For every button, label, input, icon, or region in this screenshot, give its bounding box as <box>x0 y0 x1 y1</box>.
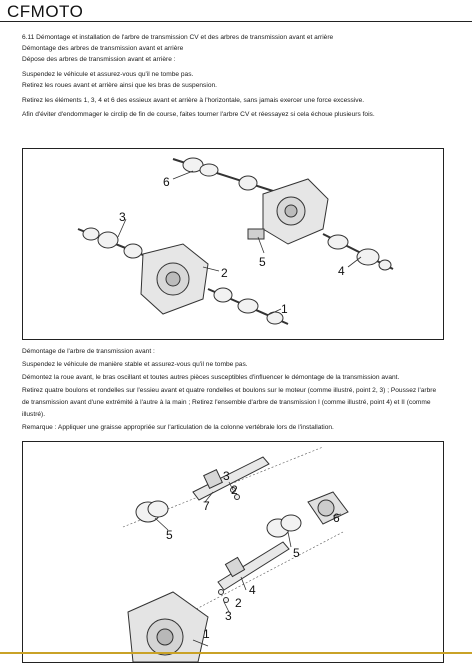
brand-logo: CFMOTO <box>7 2 84 21</box>
section1-line-6: Retirez les éléments 1, 3, 4 et 6 des essieux avant et arrière à l'horizontale, sans jamais exercer une force excessive. <box>22 97 365 104</box>
callout-7: 7 <box>203 499 210 513</box>
callout-2: 2 <box>221 266 228 280</box>
figure-front-prop-shaft <box>22 441 444 663</box>
callout-1: 1 <box>281 302 288 316</box>
section1-line-5: Retirez les roues avant et arrière ainsi que les bras de suspension. <box>22 82 217 89</box>
section1-line-4: Suspendez le véhicule et assurez-vous qu'il ne tombe pas. <box>22 71 194 78</box>
callout-5: 5 <box>259 255 266 269</box>
footer-rule <box>0 652 472 654</box>
section2-line-6: illustré). <box>22 411 46 418</box>
figure-drive-shafts <box>22 148 444 340</box>
callout-3-upper: 3 <box>223 469 230 483</box>
callout-5-left: 5 <box>166 528 173 542</box>
section2-line-2: Suspendez le véhicule de manière stable et assurez-vous qu'il ne tombe pas. <box>22 361 248 368</box>
callout-6: 6 <box>333 511 340 525</box>
section1-line-3: Dépose des arbres de transmission avant et arrière : <box>22 56 176 63</box>
callout-3: 3 <box>119 210 126 224</box>
callout-2-upper: 2 <box>231 483 238 497</box>
section1-line-7: Afin d'éviter d'endommager le circlip de fin de course, faites tourner l'arbre CV et réessayez si cela échoue plusieurs fois. <box>22 111 375 118</box>
section2-line-7: Remarque : Appliquer une graisse appropriée sur l'articulation de la colonne vertébrale lors de l'installation. <box>22 424 334 431</box>
callout-6: 6 <box>163 175 170 189</box>
section2-line-1: Démontage de l'arbre de transmission avant : <box>22 348 155 355</box>
section1-line-1: 6.11 Démontage et installation de l'arbre de transmission CV et des arbres de transmission avant et arrière <box>22 34 334 41</box>
header-divider <box>0 21 472 22</box>
callout-1: 1 <box>203 627 210 641</box>
section2-line-5: de transmission avant d'une extrémité à l'autre à la main ; Retirez l'ensemble d'arbre de transmission I (comme illustré, point 4) et II (comme <box>22 399 431 406</box>
callout-2-lower: 2 <box>235 596 242 610</box>
section1-line-2: Démontage des arbres de transmission avant et arrière <box>22 45 184 52</box>
section2-line-4: Retirez quatre boulons et rondelles sur l'essieu avant et quatre rondelles et boulons sur le moteur (comme illustré, point 2, 3) ; Poussez l'arbre <box>22 387 437 394</box>
callout-4: 4 <box>338 264 345 278</box>
callout-4: 4 <box>249 583 256 597</box>
section2-line-3: Démontez la roue avant, le bras oscillant et toutes autres pièces susceptibles d'influencer le démontage de la transmission avant. <box>22 374 400 381</box>
callout-5-right: 5 <box>293 546 300 560</box>
callout-3-lower: 3 <box>225 609 232 623</box>
